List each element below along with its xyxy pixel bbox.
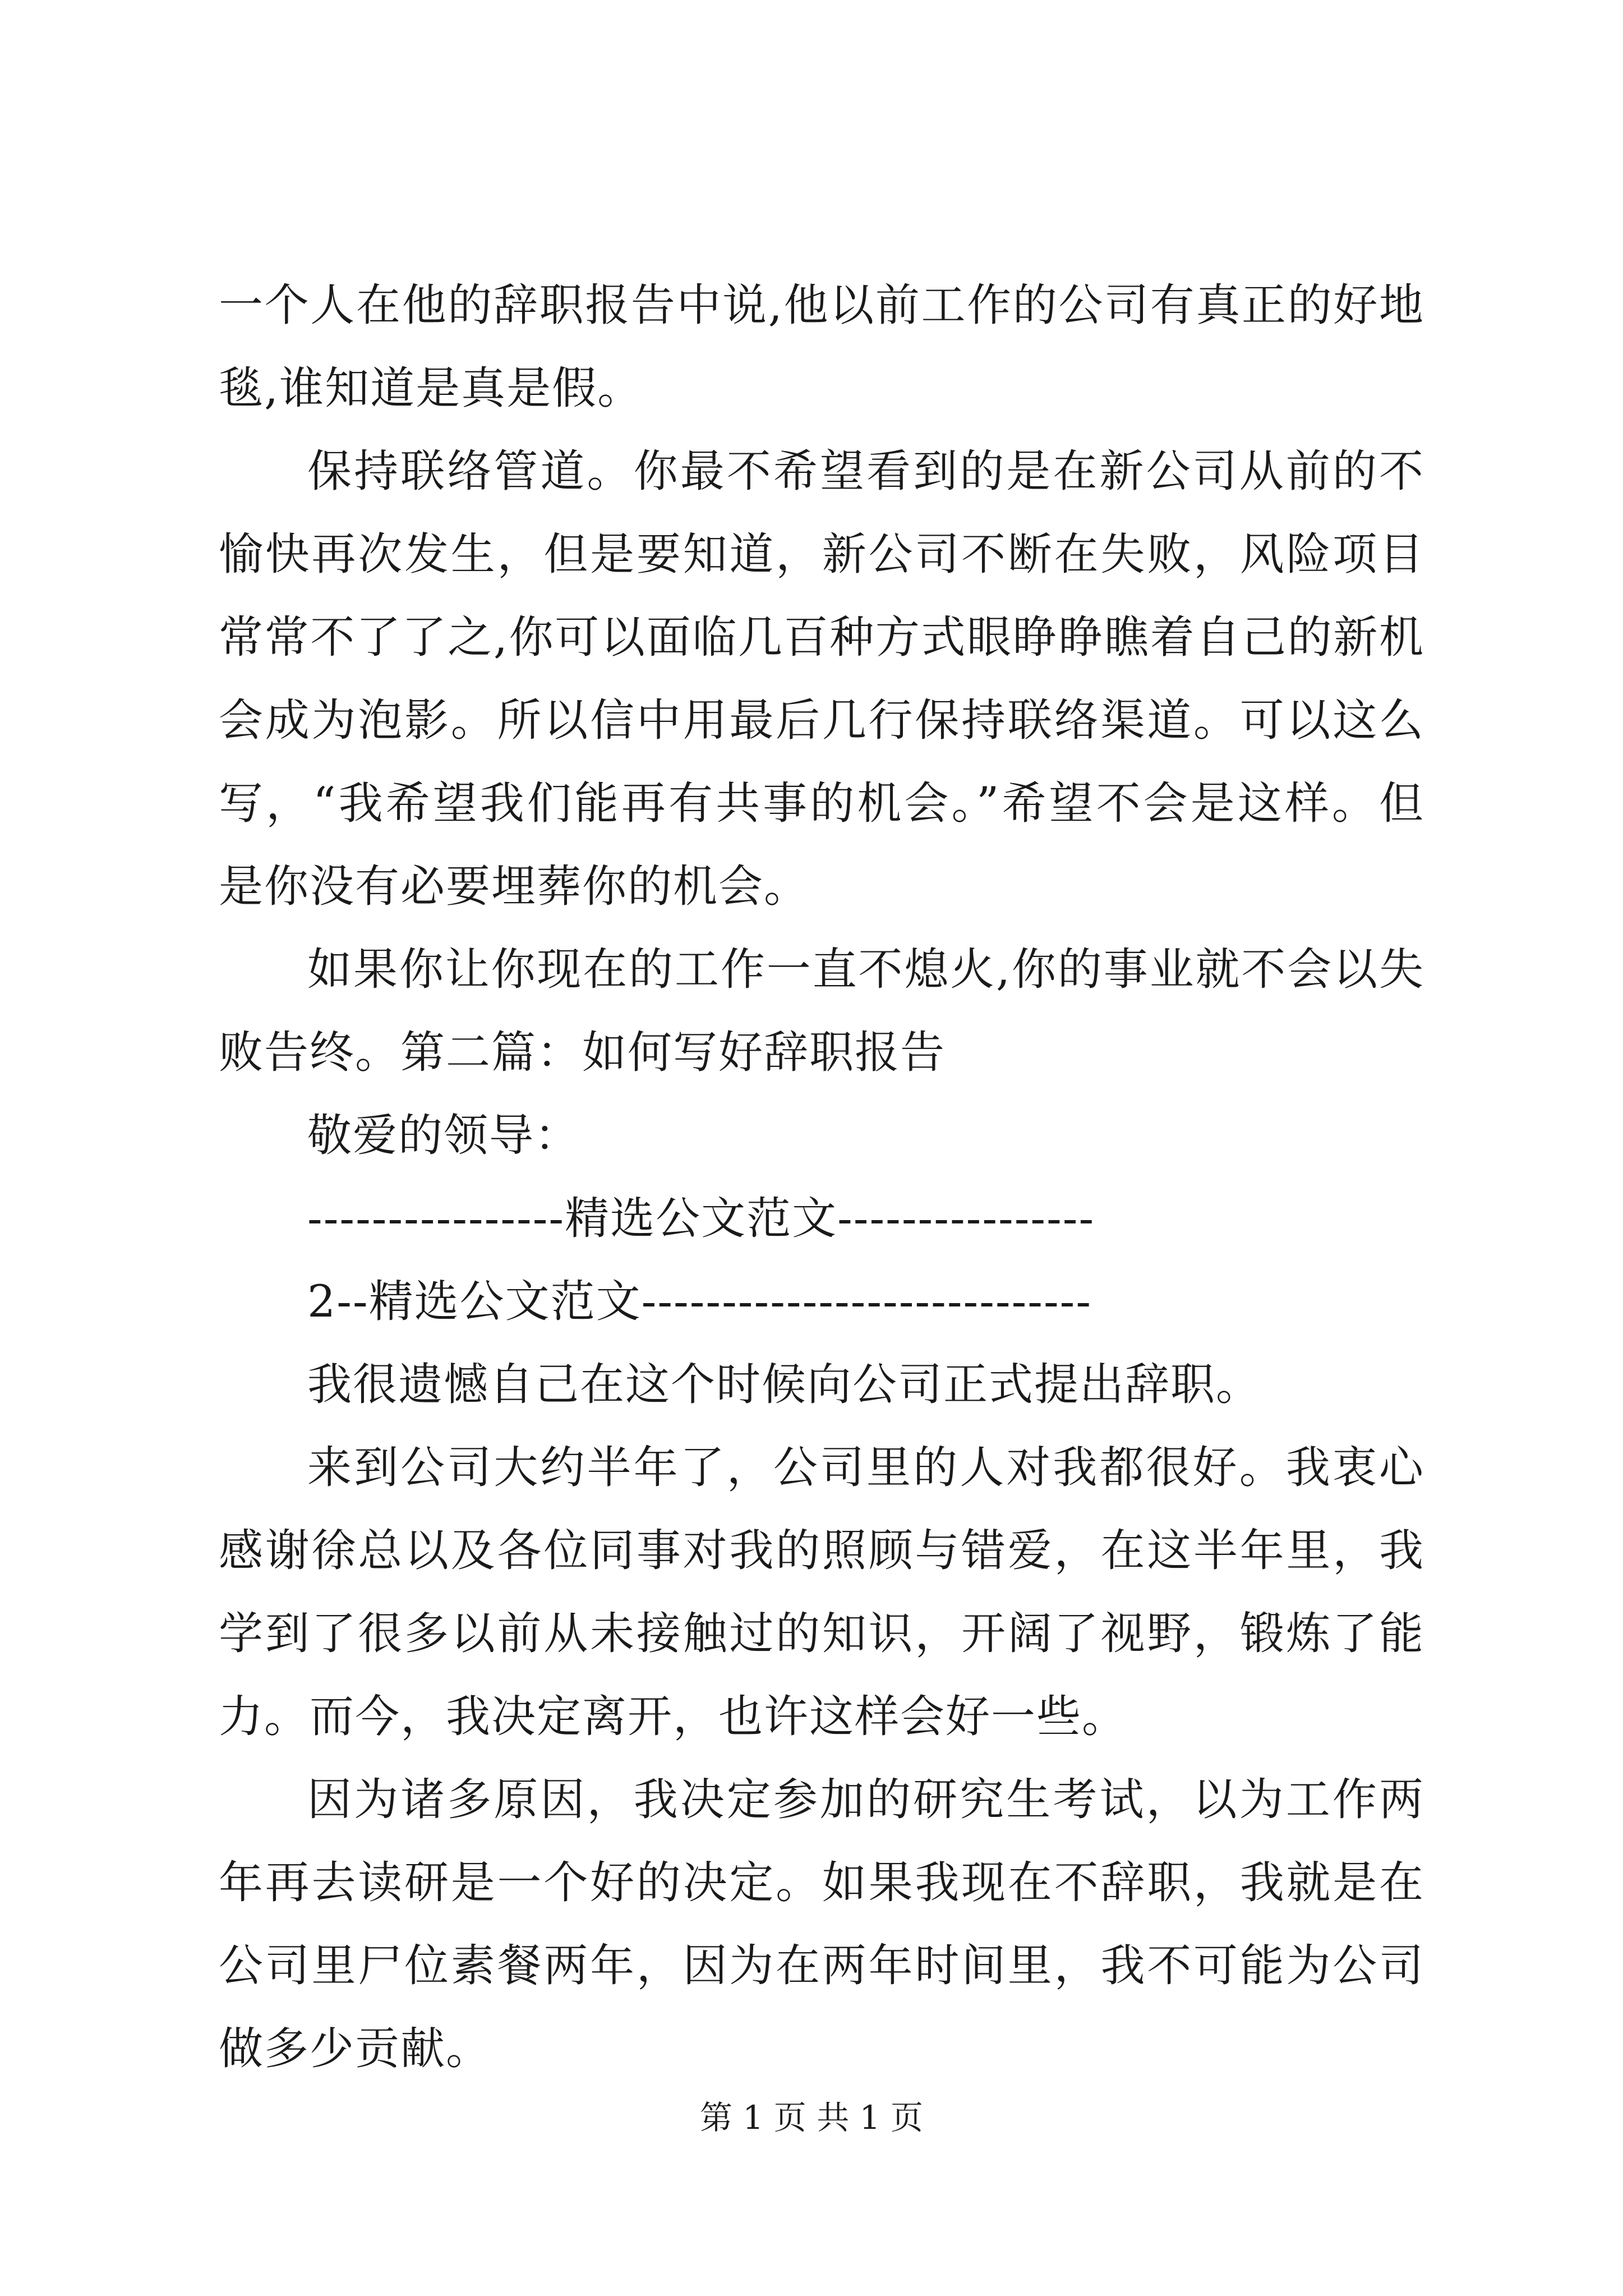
paragraph-carpet-anecdote: 一个人在他的辞职报告中说,他以前工作的公司有真正的好地毯,谁知道是真是假。 xyxy=(219,279,1424,414)
paragraph-resignation-statement: 我很遗憾自己在这个时候向公司正式提出辞职。 xyxy=(307,1359,1261,1410)
paragraph-career-heading: 如果你让你现在的工作一直不熄火,你的事业就不会以失败告终。第二篇：如何写好辞职报告 xyxy=(219,944,1424,1078)
paragraph-keep-contact: 保持联络管道。你最不希望看到的是在新公司从前的不愉快再次发生，但是要知道，新公司不断在失败，风险项目常常不了了之,你可以面临几百种方式眼睁睁瞧着自己的新机会成为泡影。所以信中用最后几行保持联络渠道。可以这么写，“我希望我们能再有共事的机会。”希望不会是这样。但是你没有必要埋葬你的机会。 xyxy=(219,445,1424,912)
salutation: 敬爱的领导： xyxy=(307,1110,580,1161)
divider-line-1: ----------------精选公文范文---------------- xyxy=(307,1193,1095,1244)
paragraph-gratitude: 来到公司大约半年了，公司里的人对我都很好。我衷心感谢徐总以及各位同事对我的照顾与错爱，在这半年里，我学到了很多以前从未接触过的知识，开阔了视野，锻炼了能力。而今，我决定离开，也许这样会好一些。 xyxy=(219,1442,1424,1742)
paragraph-reasons: 因为诸多原因，我决定参加的研究生考试，以为工作两年再去读研是一个好的决定。如果我现在不辞职，我就是在公司里尸位素餐两年，因为在两年时间里，我不可能为公司做多少贡献。 xyxy=(219,1774,1424,2074)
document-body xyxy=(219,264,1424,2090)
page-footer: 第 1 页 共 1 页 xyxy=(700,2099,923,2137)
divider-line-2: 2--精选公文范文---------------------------- xyxy=(307,1276,1092,1327)
